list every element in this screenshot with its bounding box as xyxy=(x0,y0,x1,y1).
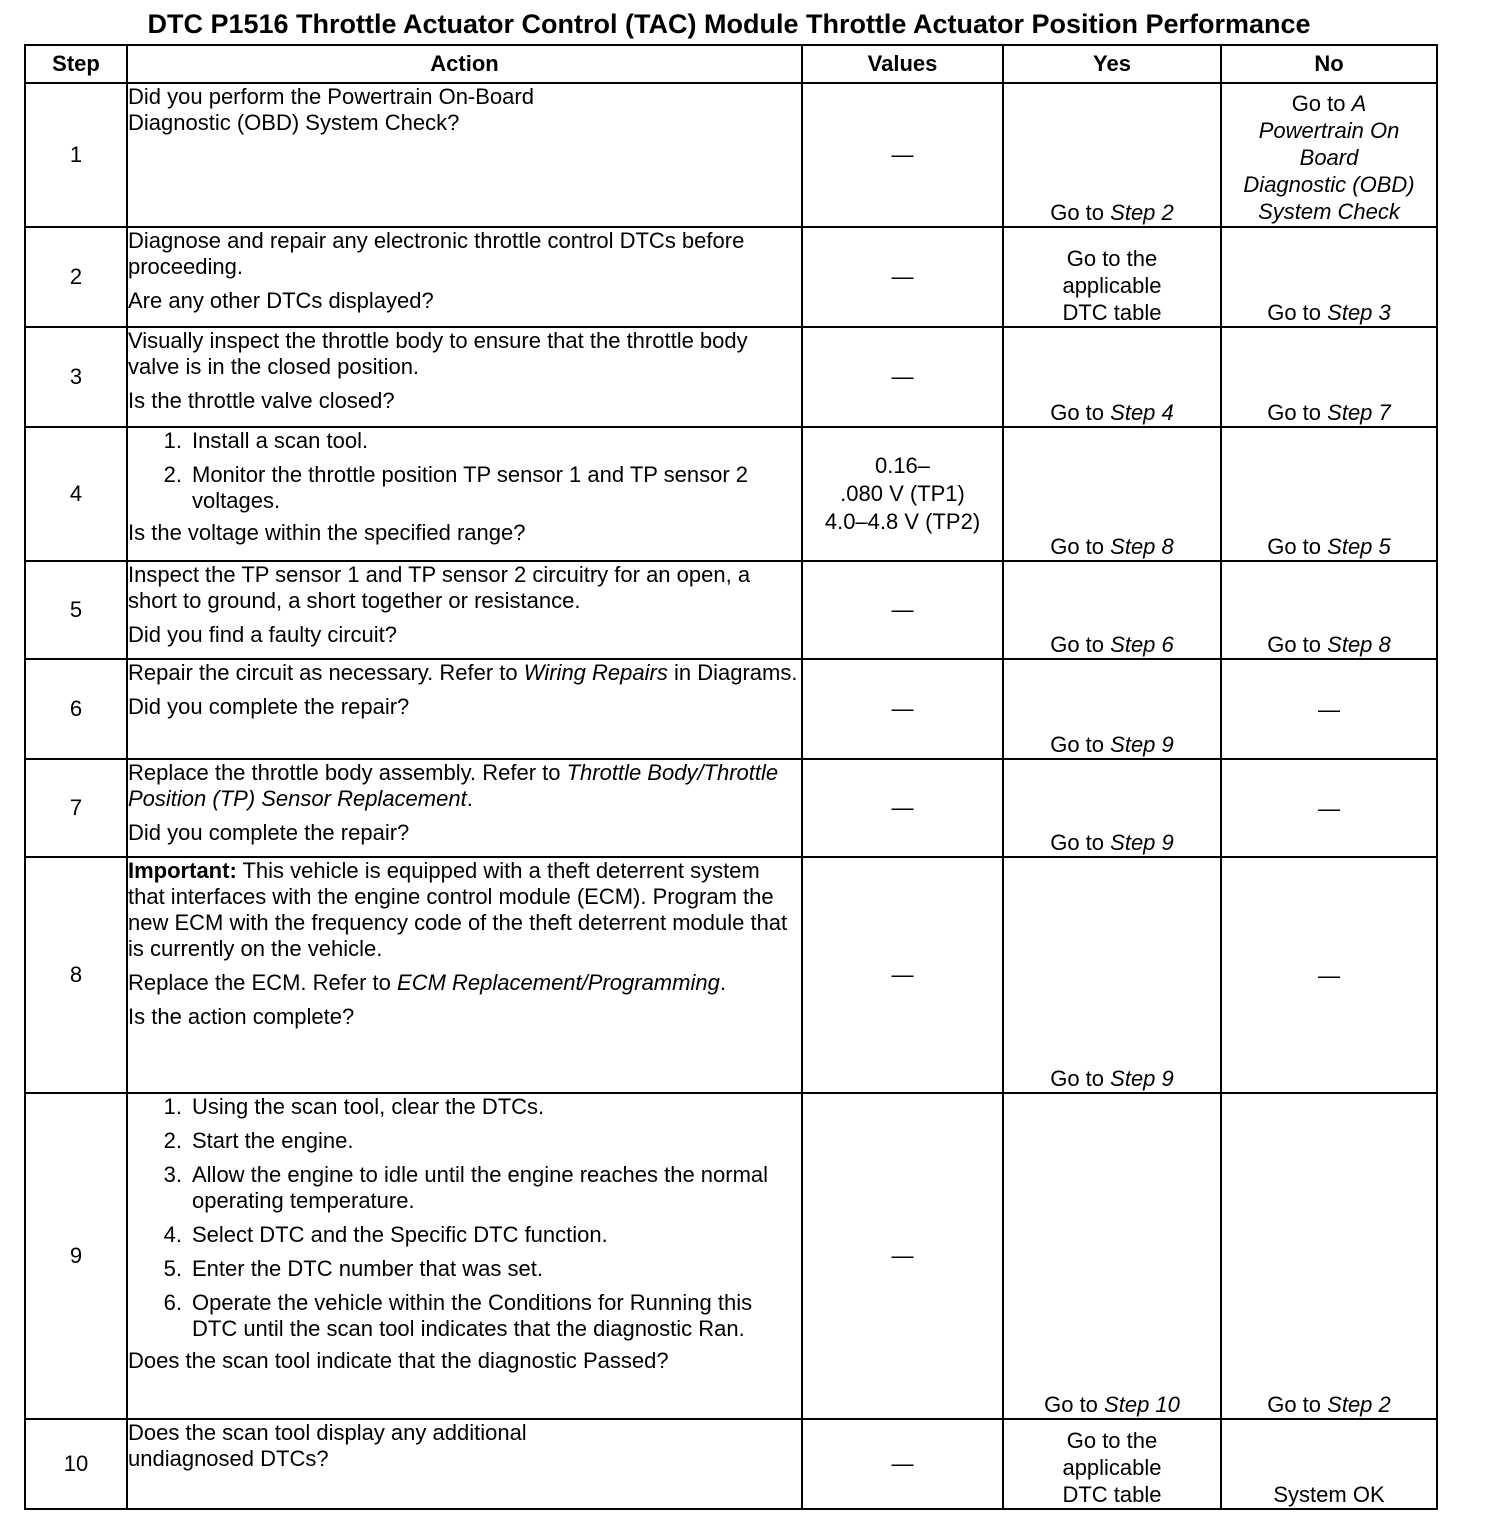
yes-cell xyxy=(1003,83,1221,227)
step-link[interactable]: Step 5 xyxy=(1327,534,1391,559)
list-item xyxy=(128,428,801,454)
list-item xyxy=(128,1128,801,1154)
header-action: Action xyxy=(127,45,802,83)
go-to-text: Go to xyxy=(1267,300,1322,325)
no-cell xyxy=(1221,327,1437,427)
step-link[interactable]: Step 10 xyxy=(1104,1392,1180,1417)
step-number: 6 xyxy=(25,659,127,759)
action-text-pre: Replace the throttle body assembly. Refer to xyxy=(128,760,561,785)
list-number: 4. xyxy=(163,1222,182,1247)
action-cell xyxy=(127,659,802,759)
step-link: A xyxy=(1351,91,1367,116)
values-cell: — xyxy=(802,759,1003,857)
list-number: 2. xyxy=(163,1128,182,1153)
action-question: Is the throttle valve closed? xyxy=(128,388,395,413)
header-step: Step xyxy=(25,45,127,83)
reference-link[interactable]: ECM Replacement/Programming xyxy=(397,970,720,995)
action-cell xyxy=(127,327,802,427)
header-values: Values xyxy=(802,45,1003,83)
values-cell: — xyxy=(802,83,1003,227)
no-cell xyxy=(1221,1093,1437,1419)
list-text: Enter the DTC number that was set. xyxy=(192,1256,543,1281)
value-line: 4.0–4.8 V (TP2) xyxy=(824,509,981,534)
action-cell xyxy=(127,1419,802,1509)
list-number: 1. xyxy=(163,428,182,453)
table-row xyxy=(25,759,1437,857)
yes-line: applicable xyxy=(1062,273,1162,298)
yes-cell xyxy=(1003,327,1221,427)
action-text-post: in Diagrams. xyxy=(673,660,798,685)
no-cell xyxy=(1221,427,1437,561)
step-link[interactable]: Step 3 xyxy=(1327,300,1391,325)
step-link[interactable]: Step 9 xyxy=(1110,732,1174,757)
list-item xyxy=(128,1222,801,1248)
values-cell: — xyxy=(802,857,1003,1093)
no-cell xyxy=(1221,83,1437,227)
action-cell xyxy=(127,561,802,659)
value-line: 0.16– xyxy=(874,453,931,478)
no-cell xyxy=(1221,561,1437,659)
action-cell xyxy=(127,759,802,857)
action-text: Did you perform the Powertrain On-Board xyxy=(128,84,534,109)
go-to-text: Go to xyxy=(1050,1066,1105,1091)
step-number: 1 xyxy=(25,83,127,227)
yes-line: DTC table xyxy=(1062,300,1162,325)
yes-cell xyxy=(1003,1093,1221,1419)
action-list xyxy=(128,1094,801,1342)
go-to-text: Go to xyxy=(1291,91,1346,116)
action-question: Did you find a faulty circuit? xyxy=(128,622,398,647)
reference-link[interactable]: Throttle Body/Throttle Position (TP) Sensor Replacement xyxy=(128,760,779,811)
table-row xyxy=(25,1419,1437,1509)
list-number: 3. xyxy=(163,1162,182,1187)
important-text: This vehicle is equipped with a theft deterrent system that interfaces with the engine control module (ECM). Program the new ECM with the frequency code of the theft deterrent module that is currently on the vehicle. xyxy=(128,858,788,961)
list-item xyxy=(128,1094,801,1120)
table-row xyxy=(25,83,1437,227)
yes-cell xyxy=(1003,759,1221,857)
action-text: Diagnostic (OBD) System Check? xyxy=(128,110,460,135)
important-label: Important: xyxy=(128,858,237,883)
action-question: Is the voltage within the specified range? xyxy=(128,520,526,545)
step-number: 8 xyxy=(25,857,127,1093)
action-cell xyxy=(127,1093,802,1419)
header-no: No xyxy=(1221,45,1437,83)
step-number: 2 xyxy=(25,227,127,327)
table-row xyxy=(25,227,1437,327)
action-text xyxy=(128,970,801,996)
page-title: DTC P1516 Throttle Actuator Control (TAC) Module Throttle Actuator Position Performance xyxy=(147,9,1311,39)
list-item xyxy=(128,462,801,514)
step-link: System Check xyxy=(1258,199,1400,224)
go-to-text: Go to xyxy=(1044,1392,1098,1417)
yes-line: Go to the xyxy=(1066,1428,1158,1453)
list-item xyxy=(128,1256,801,1282)
step-link[interactable]: Step 7 xyxy=(1327,400,1391,425)
yes-cell xyxy=(1003,659,1221,759)
step-number: 5 xyxy=(25,561,127,659)
list-text: Using the scan tool, clear the DTCs. xyxy=(192,1094,545,1119)
values-cell: — xyxy=(802,561,1003,659)
values-cell xyxy=(802,427,1003,561)
action-text xyxy=(128,760,801,812)
action-text: Inspect the TP sensor 1 and TP sensor 2 circuitry for an open, a short to ground, a short together or resistance. xyxy=(128,562,751,613)
step-link[interactable]: Step 8 xyxy=(1327,632,1391,657)
action-text-pre: Replace the ECM. Refer to xyxy=(128,970,391,995)
go-to-text: Go to xyxy=(1267,534,1322,559)
no-cell xyxy=(1221,227,1437,327)
action-question: Does the scan tool indicate that the diagnostic Passed? xyxy=(128,1348,669,1373)
list-number: 2. xyxy=(163,462,182,487)
action-question: Did you complete the repair? xyxy=(128,820,410,845)
go-to-text: Go to xyxy=(1267,1392,1322,1417)
action-text-post: . xyxy=(466,786,473,811)
step-link[interactable]: Step 9 xyxy=(1110,1066,1174,1091)
table-row xyxy=(25,327,1437,427)
go-to-text: Go to xyxy=(1050,534,1105,559)
yes-line: DTC table xyxy=(1062,1482,1162,1507)
step-link: Board xyxy=(1299,145,1359,170)
go-to-text: Go to xyxy=(1050,200,1105,225)
step-number: 7 xyxy=(25,759,127,857)
no-cell: — xyxy=(1221,659,1437,759)
action-cell xyxy=(127,427,802,561)
list-text: Operate the vehicle within the Conditions for Running this DTC until the scan tool indicates that the diagnostic Ran. xyxy=(192,1290,753,1341)
action-question: Are any other DTCs displayed? xyxy=(128,288,434,313)
go-to-text: Go to xyxy=(1050,732,1105,757)
yes-line: Go to the xyxy=(1066,246,1158,271)
go-to-text: Go to xyxy=(1267,400,1322,425)
step-link[interactable]: Step 2 xyxy=(1110,200,1174,225)
table-row xyxy=(25,427,1437,561)
values-cell: — xyxy=(802,1419,1003,1509)
list-text: Monitor the throttle position TP sensor 1 and TP sensor 2 voltages. xyxy=(192,462,749,513)
no-cell: System OK xyxy=(1221,1419,1437,1509)
list-text: Start the engine. xyxy=(192,1128,354,1153)
list-text: Select DTC and the Specific DTC function. xyxy=(192,1222,608,1247)
step-link[interactable]: Step 9 xyxy=(1110,830,1174,855)
no-cell: — xyxy=(1221,759,1437,857)
action-question: Did you complete the repair? xyxy=(128,694,410,719)
important-note xyxy=(128,858,801,962)
list-number: 5. xyxy=(163,1256,182,1281)
action-cell xyxy=(127,227,802,327)
step-link[interactable]: Step 8 xyxy=(1110,534,1174,559)
yes-cell xyxy=(1003,857,1221,1093)
values-cell: — xyxy=(802,227,1003,327)
action-question: Is the action complete? xyxy=(128,1004,355,1029)
go-to-text: Go to xyxy=(1050,632,1105,657)
table-row xyxy=(25,561,1437,659)
no-cell: — xyxy=(1221,857,1437,1093)
step-link: Diagnostic (OBD) xyxy=(1243,172,1415,197)
yes-cell xyxy=(1003,427,1221,561)
list-item xyxy=(128,1162,801,1214)
action-text: Visually inspect the throttle body to ensure that the throttle body valve is in the closed position. xyxy=(128,328,748,379)
table-row xyxy=(25,1093,1437,1419)
list-text: Install a scan tool. xyxy=(192,428,369,453)
step-number: 3 xyxy=(25,327,127,427)
step-link[interactable]: Step 4 xyxy=(1110,400,1174,425)
diagnostic-table xyxy=(24,44,1438,1510)
values-cell: — xyxy=(802,659,1003,759)
action-cell xyxy=(127,83,802,227)
table-header-row xyxy=(25,45,1437,83)
step-number: 10 xyxy=(25,1419,127,1509)
yes-line: applicable xyxy=(1062,1455,1162,1480)
action-text-pre: Repair the circuit as necessary. Refer to xyxy=(128,660,518,685)
header-yes: Yes xyxy=(1003,45,1221,83)
values-cell: — xyxy=(802,327,1003,427)
action-text-post: . xyxy=(719,970,726,995)
action-text: Does the scan tool display any additional xyxy=(128,1420,527,1445)
table-row xyxy=(25,659,1437,759)
action-text xyxy=(128,660,801,686)
step-number: 4 xyxy=(25,427,127,561)
list-item xyxy=(128,1290,801,1342)
step-link[interactable]: Step 2 xyxy=(1327,1392,1391,1417)
action-text: Diagnose and repair any electronic throttle control DTCs before proceeding. xyxy=(128,228,745,279)
step-link: Powertrain On xyxy=(1258,118,1400,143)
list-text: Allow the engine to idle until the engine reaches the normal operating temperature. xyxy=(192,1162,769,1213)
list-number: 6. xyxy=(163,1290,182,1315)
step-link[interactable]: Step 6 xyxy=(1110,632,1174,657)
reference-link[interactable]: Wiring Repairs xyxy=(523,660,668,685)
yes-cell[interactable] xyxy=(1003,227,1221,327)
go-to-text: Go to xyxy=(1050,830,1105,855)
yes-cell xyxy=(1003,561,1221,659)
action-text: undiagnosed DTCs? xyxy=(128,1446,329,1471)
no-link[interactable] xyxy=(1222,90,1436,117)
table-row xyxy=(25,857,1437,1093)
go-to-text: Go to xyxy=(1050,400,1105,425)
go-to-text: Go to xyxy=(1267,632,1322,657)
list-number: 1. xyxy=(163,1094,182,1119)
yes-cell[interactable] xyxy=(1003,1419,1221,1509)
value-line: .080 V (TP1) xyxy=(840,481,965,506)
action-list xyxy=(128,428,801,514)
action-cell xyxy=(127,857,802,1093)
values-cell: — xyxy=(802,1093,1003,1419)
step-number: 9 xyxy=(25,1093,127,1419)
